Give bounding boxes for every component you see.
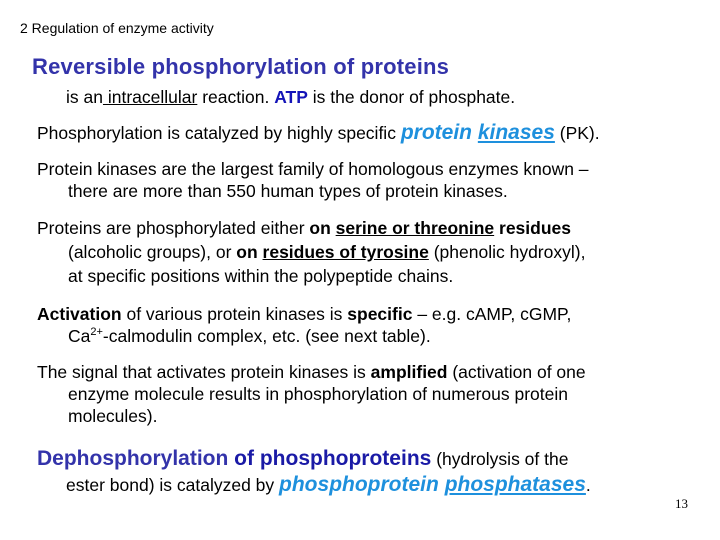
text: on [236, 242, 263, 262]
term-activation: Activation [37, 304, 122, 324]
term-intracellular: intracellular [102, 87, 198, 107]
line [37, 241, 585, 263]
paragraph-protein-kinases [37, 122, 600, 144]
line [37, 474, 591, 496]
line: Protein kinases are the largest family of homologous enzymes known – [37, 159, 589, 179]
term-of-phosphoproteins: of phosphoproteins [228, 447, 432, 470]
term-amplified: amplified [370, 362, 448, 382]
paragraph-kinase-family [37, 158, 589, 202]
paragraph-activation [37, 303, 571, 347]
line: at specific positions within the polypeptide chains. [68, 266, 454, 286]
term-phosphoprotein: phosphoprotein [279, 473, 439, 496]
text: . [585, 475, 591, 495]
term-serine-threonine: serine or threonine [335, 218, 495, 238]
term-atp: ATP [274, 87, 308, 107]
text: reaction. [197, 87, 275, 107]
text: (activation of one [447, 362, 586, 382]
line [37, 448, 591, 470]
text: The signal that activates protein kinases is [37, 362, 371, 382]
paragraph-dephosphorylation [37, 448, 591, 496]
text: is the donor of phosphate. [307, 87, 516, 107]
line [37, 217, 585, 239]
term-tyrosine: residues of tyrosine [262, 242, 429, 262]
term-protein: protein [400, 121, 472, 144]
text: (hydrolysis of the [431, 449, 569, 469]
term-kinases: kinases [477, 121, 555, 144]
text: on [309, 218, 336, 238]
text: (phenolic hydroxyl), [428, 242, 586, 262]
line: there are more than 550 human types of protein kinases. [68, 181, 508, 201]
line [37, 325, 571, 347]
term-specific: specific [347, 304, 413, 324]
text: Proteins are phosphorylated either [37, 218, 310, 238]
text: – e.g. cAMP, cGMP, [412, 304, 572, 324]
text: Ca [68, 326, 91, 346]
slide-title: Reversible phosphorylation of proteins [32, 54, 450, 79]
term-dephosphorylation: Dephosphorylation [37, 447, 229, 470]
paragraph-atp-donor [66, 86, 515, 108]
line: enzyme molecule results in phosphorylation of numerous protein [68, 384, 568, 404]
charge-superscript: 2+ [90, 326, 103, 339]
paragraph-amplification [37, 361, 586, 427]
line [37, 303, 571, 325]
line [37, 361, 586, 383]
section-label: 2 Regulation of enzyme activity [20, 20, 214, 36]
text: (PK). [554, 123, 600, 143]
term-phosphatases: phosphatases [444, 473, 586, 496]
text: ester bond) is catalyzed by [66, 475, 280, 495]
paragraph-residues [37, 217, 585, 287]
text: residues [494, 218, 572, 238]
text: (alcoholic groups), or [68, 242, 237, 262]
text: of various protein kinases is [121, 304, 348, 324]
page-number: 13 [675, 496, 688, 511]
line: molecules). [68, 406, 158, 426]
text: Phosphorylation is catalyzed by highly specific [37, 123, 401, 143]
text: -calmodulin complex, etc. (see next table). [102, 326, 431, 346]
text: is an [66, 87, 103, 107]
